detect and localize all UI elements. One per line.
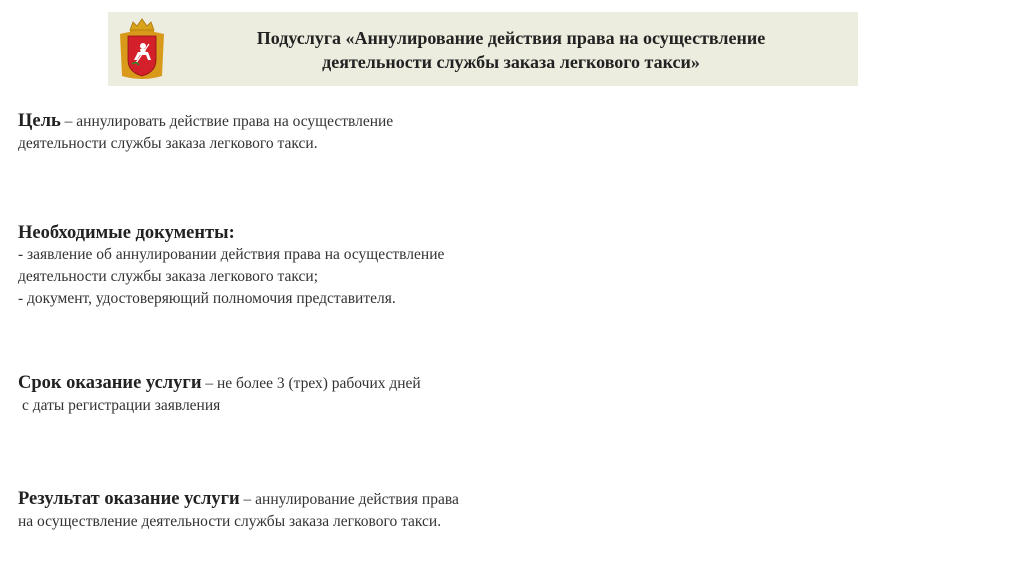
title-line-2: деятельности службы заказа легкового такси»: [322, 52, 700, 72]
documents-item-1-line-2: деятельности службы заказа легкового такси;: [18, 268, 318, 285]
result-section: [18, 488, 459, 533]
term-heading: Срок оказание услуги: [18, 373, 202, 393]
result-separator: –: [239, 491, 256, 508]
documents-section: [18, 222, 444, 310]
documents-item-1-line-1: - заявление об аннулировании действия права на осуществление: [18, 246, 445, 263]
slide-header: [108, 12, 858, 86]
goal-text-line-2: деятельности службы заказа легкового такси.: [18, 135, 318, 152]
result-heading: Результат оказание услуги: [18, 489, 240, 509]
term-text-line-1: не более 3 (трех) рабочих дней: [216, 375, 421, 392]
result-text-line-1: аннулирование действия права: [255, 491, 459, 508]
term-separator: –: [201, 375, 217, 392]
documents-heading: Необходимые документы:: [18, 223, 235, 243]
goal-text-line-1: аннулировать действие права на осуществление: [76, 113, 394, 130]
term-text-line-2: с даты регистрации заявления: [22, 397, 221, 414]
goal-separator: –: [60, 113, 77, 130]
term-section: [18, 372, 421, 417]
page-title: [174, 26, 848, 74]
documents-item-2: - документ, удостоверяющий полномочия представителя.: [18, 290, 396, 307]
result-text-line-2: на осуществление деятельности службы заказа легкового такси.: [18, 513, 442, 530]
title-line-1: Подуслуга «Аннулирование действия права на осуществление: [256, 28, 766, 48]
moscow-oblast-coat-of-arms-icon: [116, 16, 168, 82]
goal-section: [18, 110, 393, 155]
goal-heading: Цель: [18, 111, 61, 131]
